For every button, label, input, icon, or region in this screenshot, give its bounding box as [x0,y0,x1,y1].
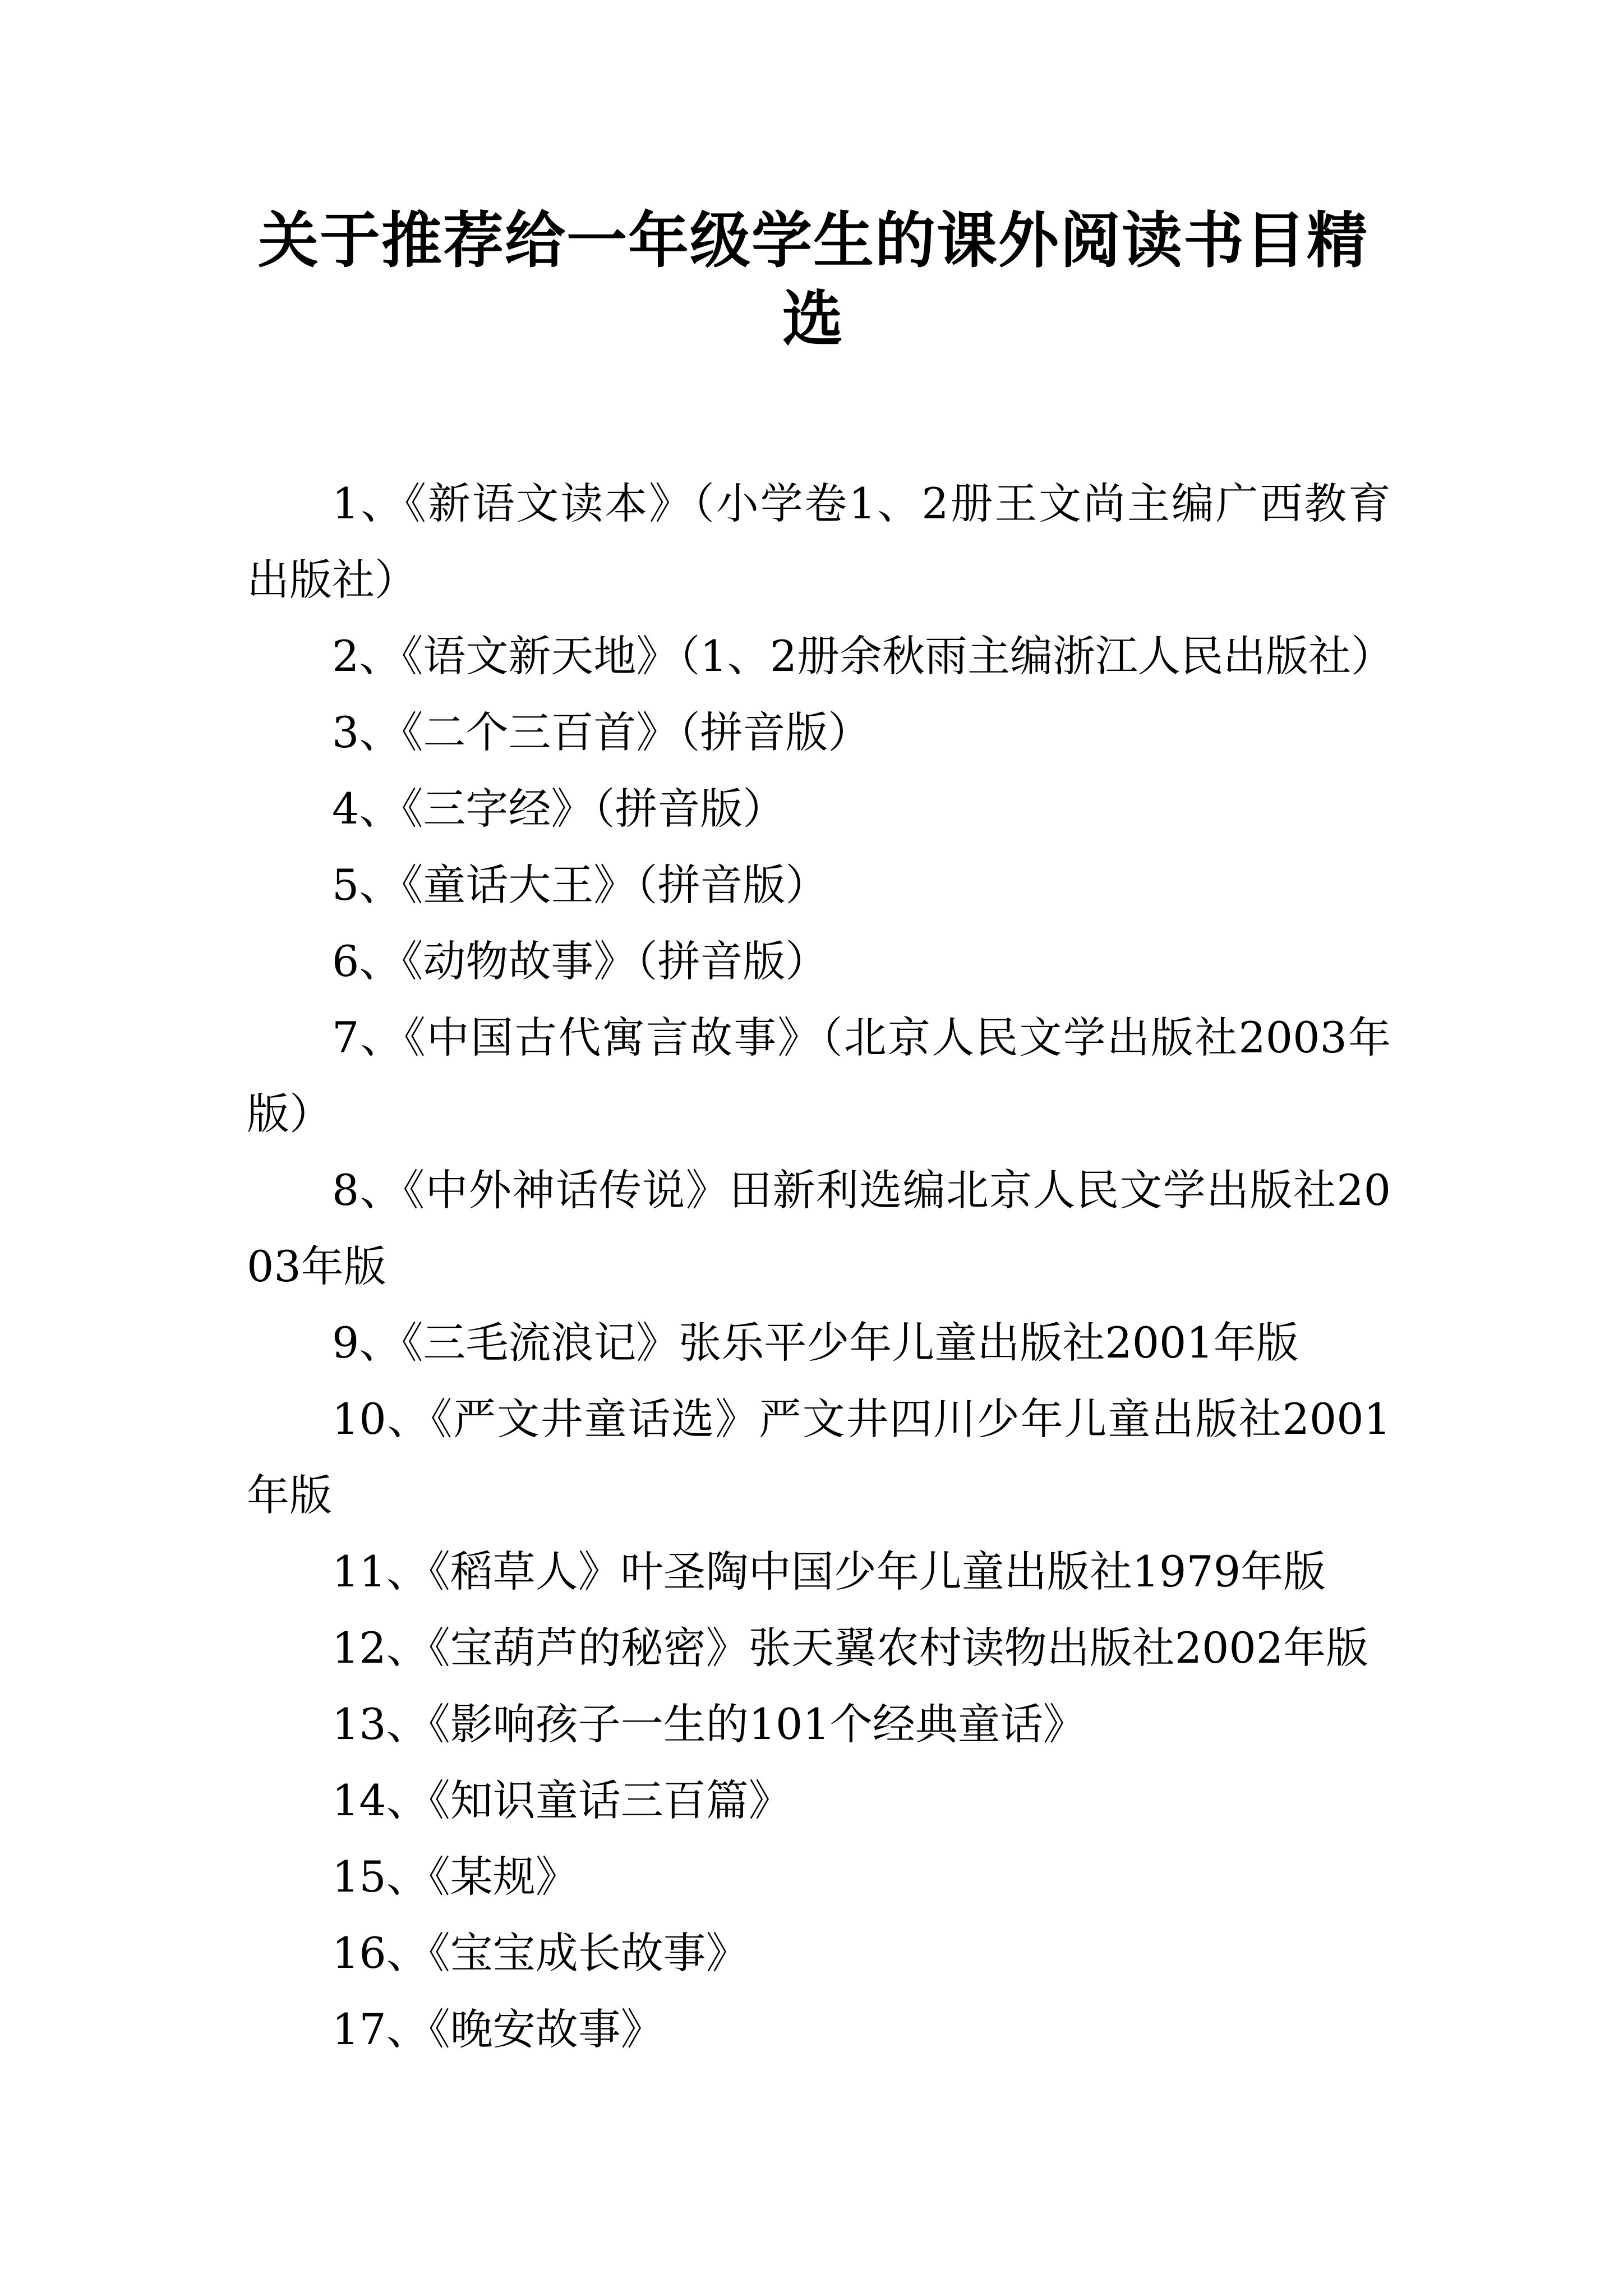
list-item: 9、《三毛流浪记》张乐平少年儿童出版社2001年版 [332,1318,1299,1368]
list-item: 17、《晚安故事》 [332,2004,663,2054]
list-item: 6、《动物故事》（拼音版） [332,936,828,986]
list-item: 10、《严文井童话选》严文井四川少年儿童出版社2001年版 [247,1394,1391,1520]
list-item: 15、《某规》 [332,1852,578,1902]
list-item: 5、《童话大王》（拼音版） [332,860,828,910]
list-item: 4、《三字经》（拼音版） [332,784,786,834]
list-item: 13、《影响孩子一生的101个经典童话》 [332,1699,1086,1749]
reading-list [247,466,1394,2068]
list-item: 8、《中外神话传说》田新利选编北京人民文学出版社2003年版 [247,1165,1391,1291]
list-item: 14、《知识童话三百篇》 [332,1775,791,1825]
list-item: 12、《宝葫芦的秘密》张天翼农村读物出版社2002年版 [332,1623,1369,1673]
list-item: 7、《中国古代寓言故事》（北京人民文学出版社2003年版） [247,1013,1391,1139]
list-item: 11、《稻草人》叶圣陶中国少年儿童出版社1979年版 [332,1547,1326,1596]
list-item: 2、《语文新天地》（1、2册余秋雨主编浙江人民出版社） [332,631,1394,681]
list-item: 1、《新语文读本》（小学卷1、2册王文尚主编广西教育出版社） [247,478,1391,605]
document-title: 关于推荐给一年级学生的课外阅读书目精选 [257,206,1368,355]
list-item: 3、《二个三百首》（拼音版） [332,707,871,757]
list-item: 16、《宝宝成长故事》 [332,1928,749,1978]
